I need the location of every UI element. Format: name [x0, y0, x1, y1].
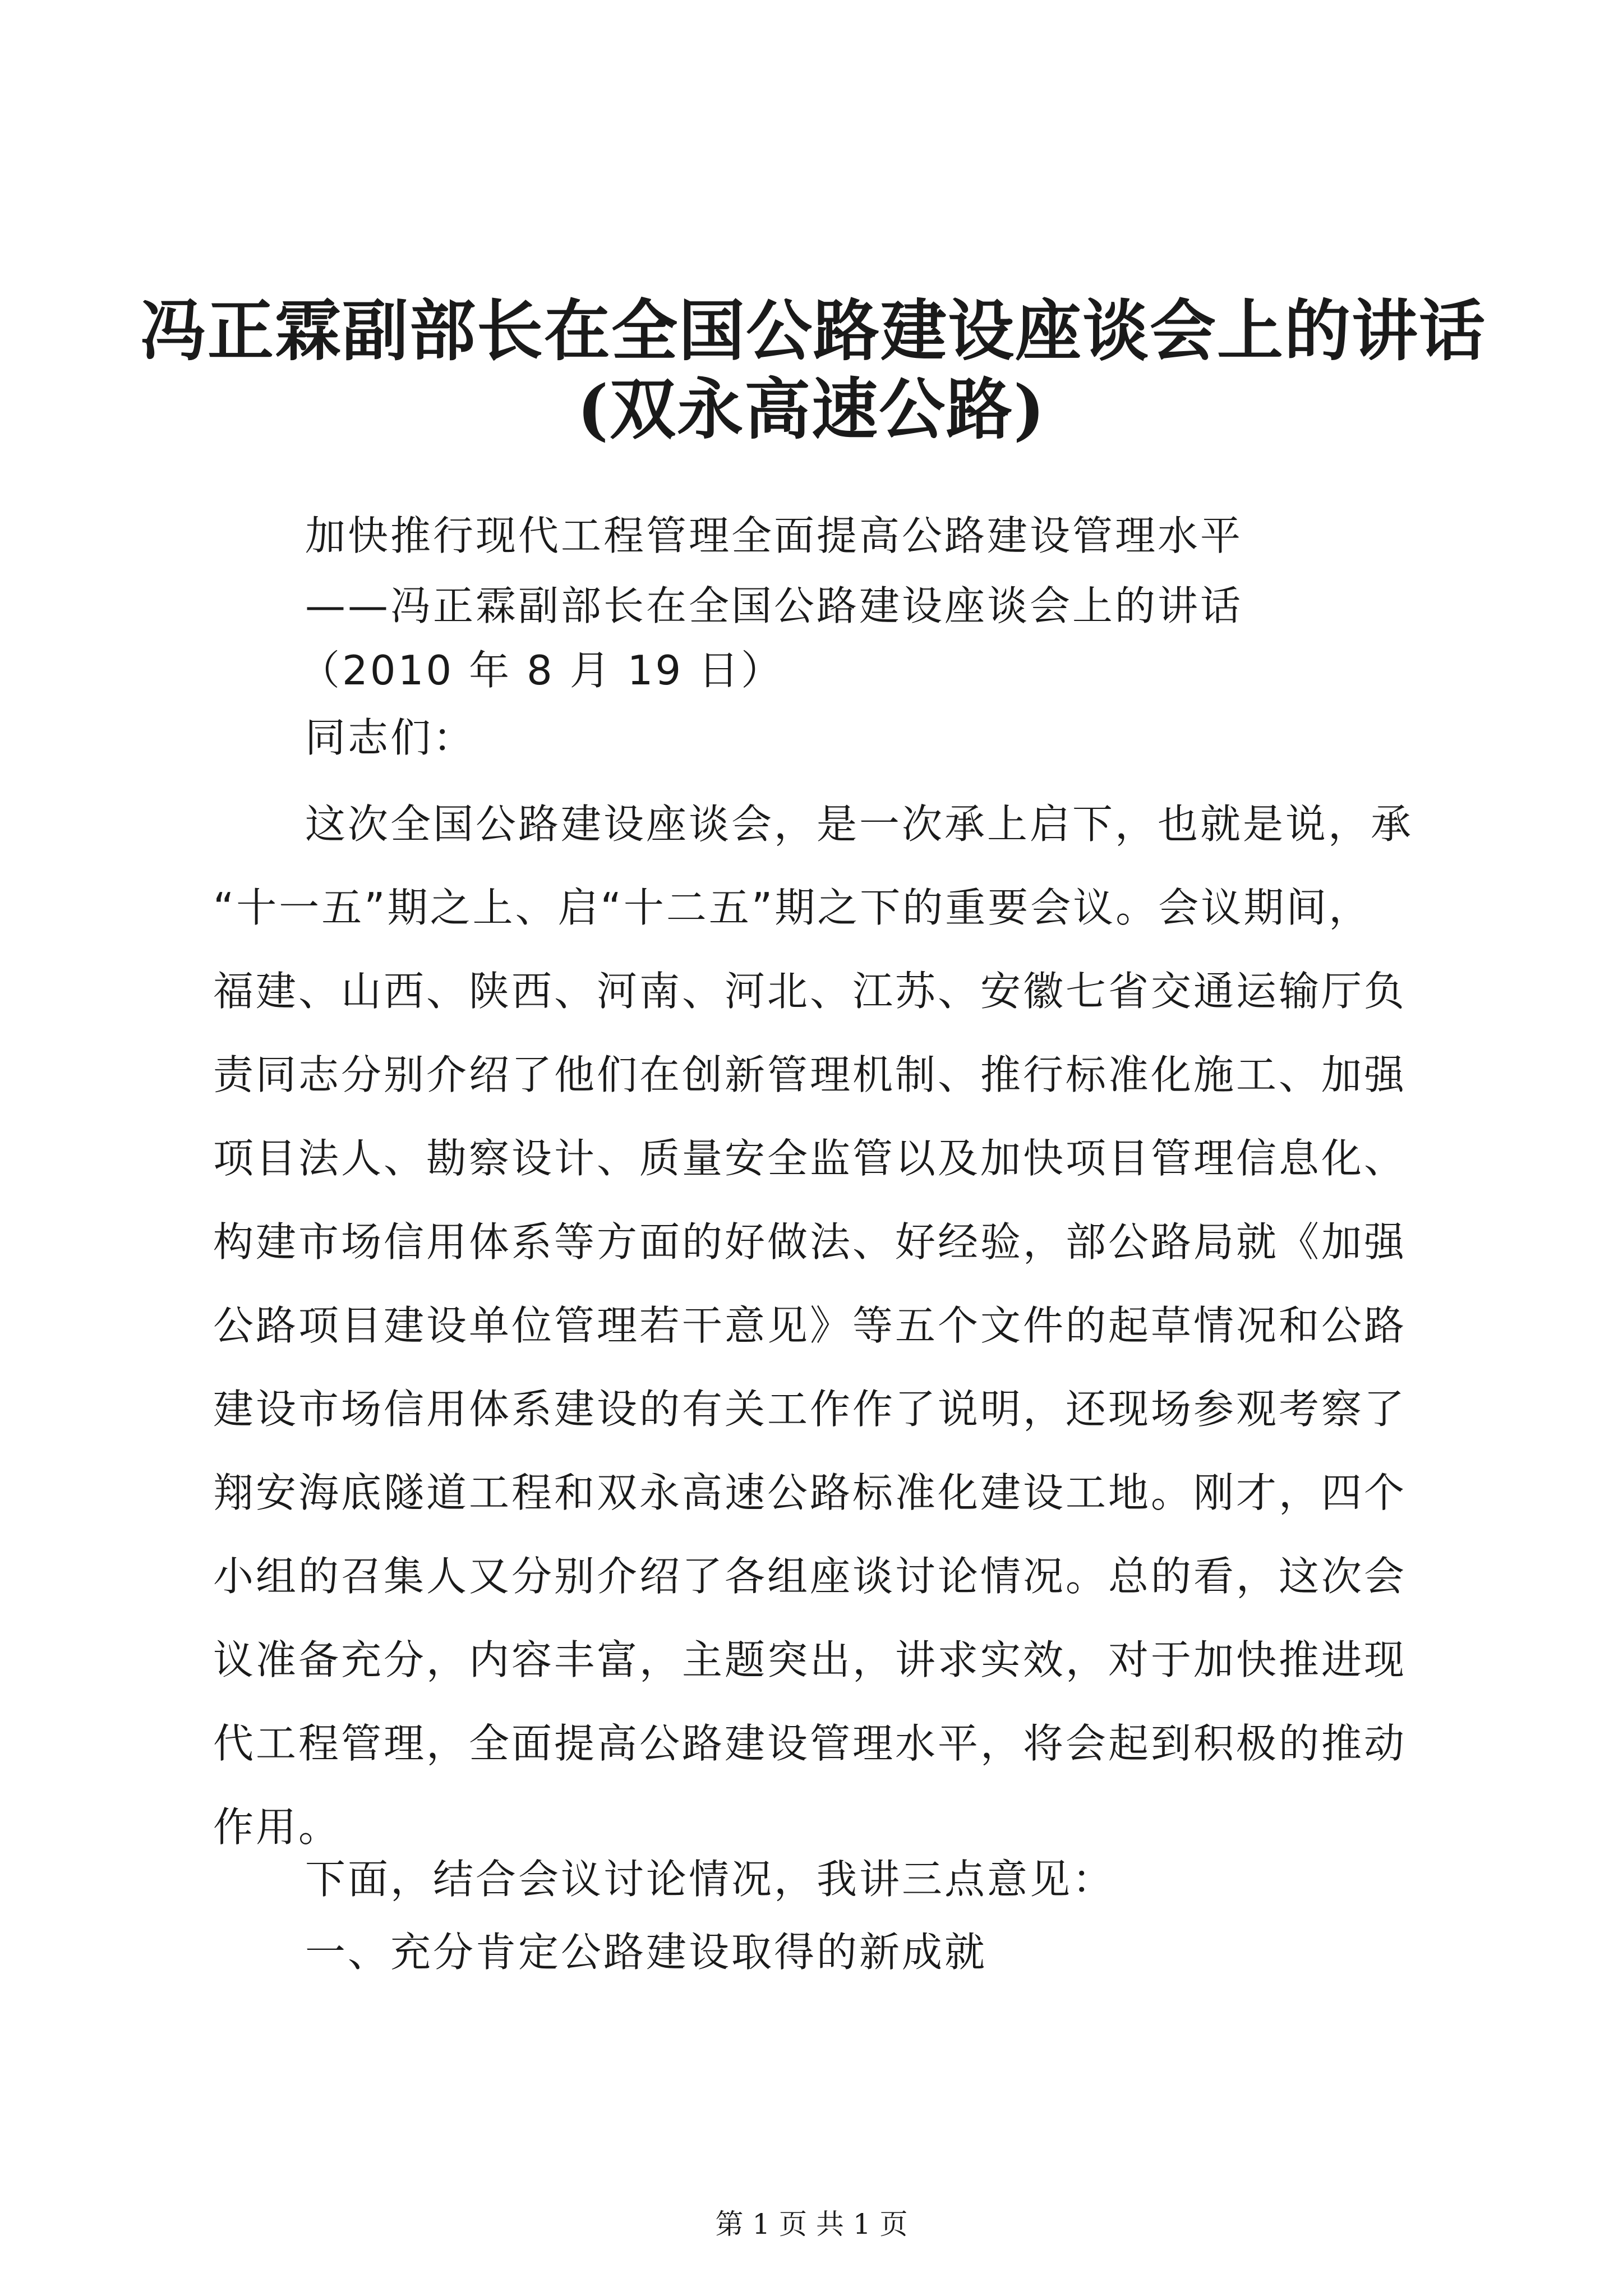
- paragraph-line: 小组的召集人又分别介绍了各组座谈讨论情况。总的看，这次会: [213, 1553, 1407, 1600]
- salutation: 同志们：: [305, 714, 476, 761]
- paragraph-1: [213, 783, 1413, 1869]
- section-heading-1: 一、充分肯定公路建设取得的新成就: [305, 1929, 988, 1976]
- paragraph-line: 翔安海底隧道工程和双永高速公路标准化建设工地。刚才，四个: [213, 1469, 1407, 1516]
- paragraph-line: 代工程管理，全面提高公路建设管理水平，将会起到积极的推动: [213, 1720, 1407, 1767]
- page-footer: [0, 2205, 1623, 2244]
- document-title-line2: (双永高速公路): [577, 370, 1046, 448]
- paragraph-line: 议准备充分，内容丰富，主题突出，讲求实效，对于加快推进现: [213, 1636, 1407, 1683]
- paragraph-line: 项目法人、勘察设计、质量安全监管以及加快项目管理信息化、: [213, 1135, 1407, 1182]
- paragraph-line: 公路项目建设单位管理若干意见》等五个文件的起草情况和公路: [213, 1302, 1407, 1349]
- paragraph-line: 这次全国公路建设座谈会，是一次承上启下，也就是说，承: [305, 800, 1414, 848]
- paragraph-line: “十一五”期之上、启“十二五”期之下的重要会议。会议期间，: [213, 884, 1372, 931]
- document-title-line1: 冯正霖副部长在全国公路建设座谈会上的讲话: [140, 292, 1487, 370]
- paragraph-line: 作用。: [213, 1803, 342, 1851]
- paragraph-line: 责同志分别介绍了他们在创新管理机制、推行标准化施工、加强: [213, 1051, 1407, 1098]
- document-byline: ——冯正霖副部长在全国公路建设座谈会上的讲话: [305, 582, 1243, 629]
- paragraph-2: 下面，结合会议讨论情况，我讲三点意见：: [305, 1856, 1115, 1903]
- document-date: （2010 年 8 月 19 日）: [299, 647, 784, 694]
- paragraph-line: 构建市场信用体系等方面的好做法、好经验，部公路局就《加强: [213, 1218, 1407, 1266]
- paragraph-line: 福建、山西、陕西、河南、河北、江苏、安徽七省交通运输厅负: [213, 968, 1407, 1015]
- document-subtitle: 加快推行现代工程管理全面提高公路建设管理水平: [305, 512, 1243, 559]
- page-number-label: 第 1 页 共 1 页: [715, 2208, 908, 2240]
- paragraph-line: 建设市场信用体系建设的有关工作作了说明，还现场参观考察了: [213, 1386, 1407, 1433]
